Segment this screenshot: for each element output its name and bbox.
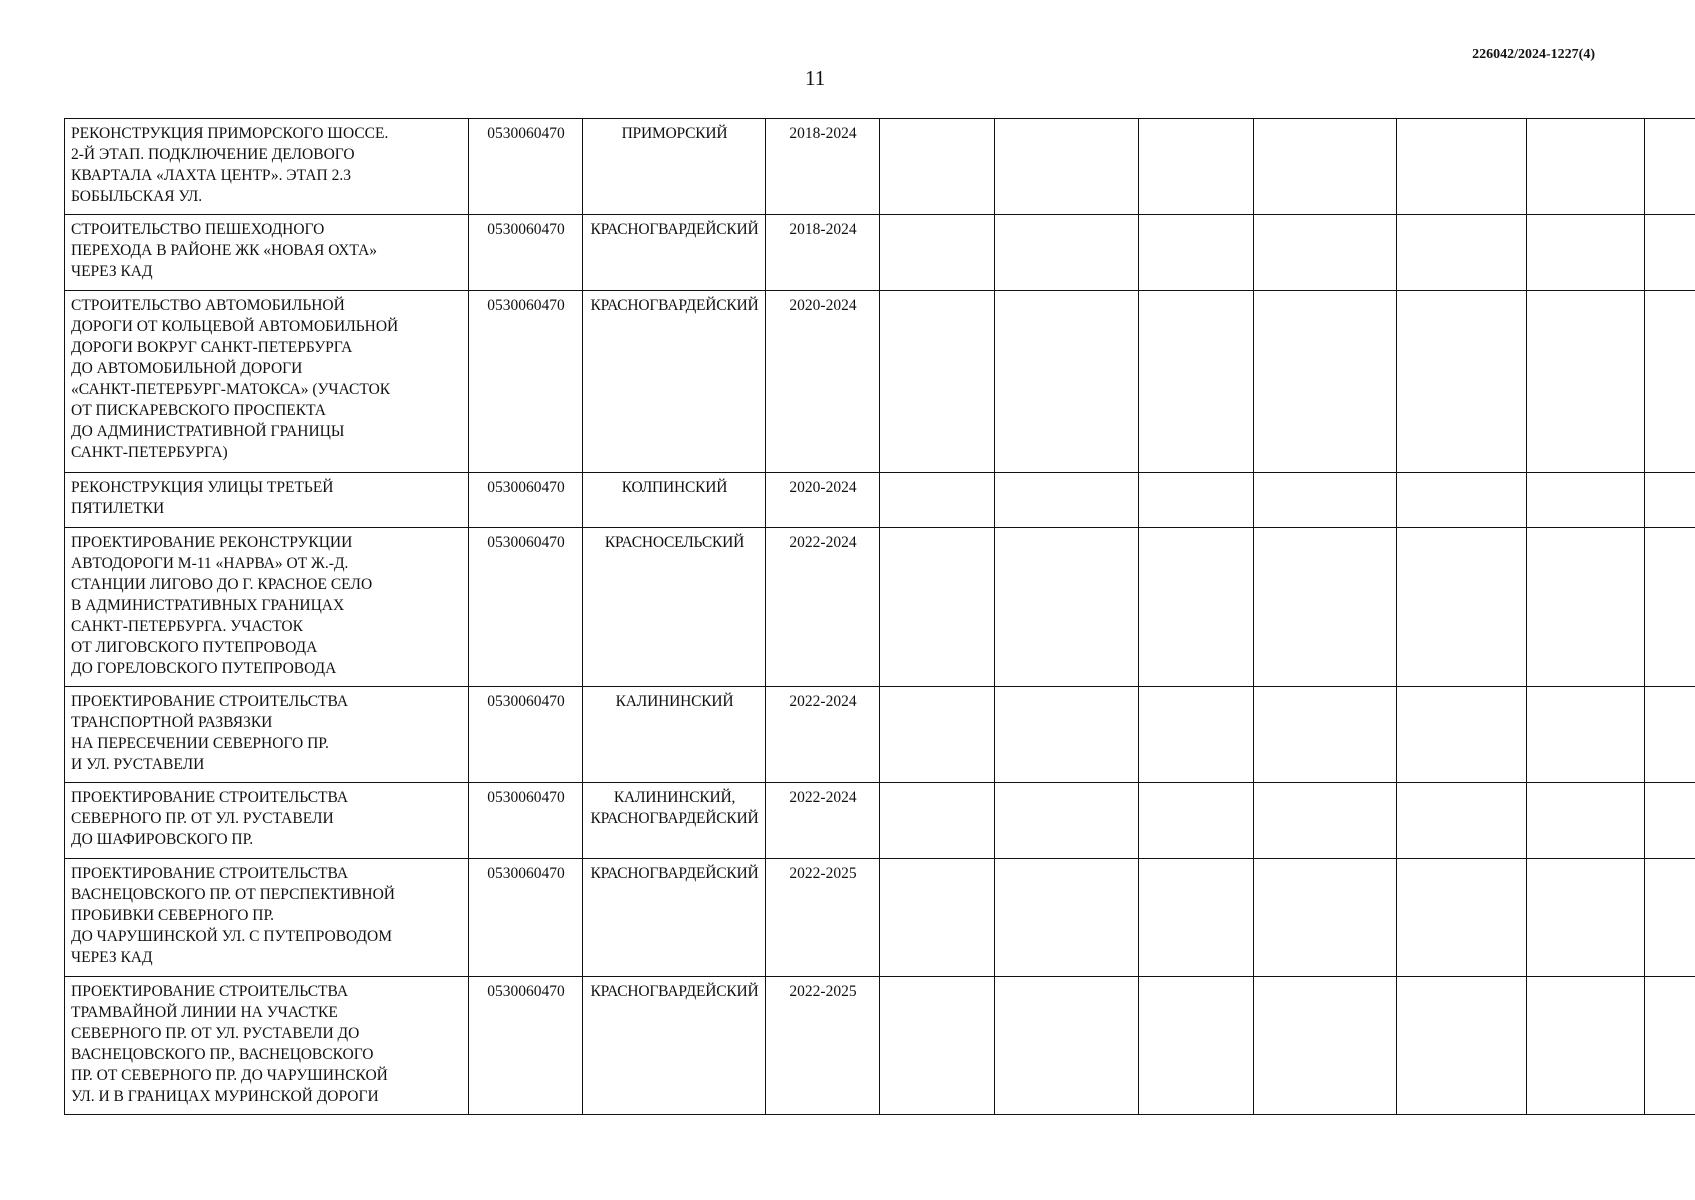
years-cell: 2022-2024	[766, 528, 880, 687]
budget-code-cell: 0530060470	[469, 528, 583, 687]
empty-cell	[995, 528, 1139, 687]
budget-code-cell: 0530060470	[469, 977, 583, 1115]
years-cell: 2022-2024	[766, 687, 880, 783]
project-name-cell: ПРОЕКТИРОВАНИЕ РЕКОНСТРУКЦИИ АВТОДОРОГИ М-11 «НАРВА» ОТ Ж.-Д. СТАНЦИИ ЛИГОВО ДО Г. КРАСНОЕ СЕЛО В АДМИНИСТРАТИВНЫХ ГРАНИЦАХ САНКТ-ПЕТЕРБУРГА. УЧАСТОК ОТ ЛИГОВСКОГО ПУТЕПРОВОДА ДО ГОРЕЛОВСКОГО ПУТЕПРОВОДА	[65, 528, 469, 687]
project-name-cell: ПРОЕКТИРОВАНИЕ СТРОИТЕЛЬСТВА ВАСНЕЦОВСКОГО ПР. ОТ ПЕРСПЕКТИВНОЙ ПРОБИВКИ СЕВЕРНОГО ПР. ДО ЧАРУШИНСКОЙ УЛ. С ПУТЕПРОВОДОМ ЧЕРЕЗ КАД	[65, 859, 469, 977]
empty-cell	[1139, 977, 1254, 1115]
empty-cell	[1527, 783, 1645, 859]
empty-cell	[995, 291, 1139, 473]
table-row	[65, 977, 1695, 1115]
table-row	[65, 528, 1695, 687]
document-id: 226042/2024-1227(4)	[1472, 47, 1595, 62]
empty-cell	[995, 215, 1139, 291]
empty-cell	[1254, 215, 1397, 291]
empty-cell	[1139, 119, 1254, 215]
empty-cell	[1527, 687, 1645, 783]
district-cell: КРАСНОГВАРДЕЙСКИЙ	[583, 859, 766, 977]
empty-cell	[880, 473, 995, 528]
table-row	[65, 119, 1695, 215]
empty-cell	[1254, 977, 1397, 1115]
empty-cell	[880, 977, 995, 1115]
empty-cell	[1254, 291, 1397, 473]
empty-cell	[880, 783, 995, 859]
empty-cell	[1645, 528, 1695, 687]
empty-cell	[1139, 473, 1254, 528]
empty-cell	[1397, 528, 1527, 687]
empty-cell	[1397, 977, 1527, 1115]
budget-code-cell: 0530060470	[469, 473, 583, 528]
empty-cell	[1254, 528, 1397, 687]
empty-cell	[995, 473, 1139, 528]
empty-cell	[1139, 783, 1254, 859]
table-row	[65, 783, 1695, 859]
empty-cell	[1139, 687, 1254, 783]
empty-cell	[880, 119, 995, 215]
empty-cell	[880, 291, 995, 473]
district-cell: КРАСНОГВАРДЕЙСКИЙ	[583, 977, 766, 1115]
empty-cell	[1139, 215, 1254, 291]
empty-cell	[1527, 291, 1645, 473]
empty-cell	[1254, 473, 1397, 528]
district-cell: КАЛИНИНСКИЙ, КРАСНОГВАРДЕЙСКИЙ	[583, 783, 766, 859]
empty-cell	[1254, 687, 1397, 783]
years-cell: 2022-2024	[766, 783, 880, 859]
table-row	[65, 215, 1695, 291]
table-row	[65, 687, 1695, 783]
empty-cell	[1645, 783, 1695, 859]
empty-cell	[1397, 859, 1527, 977]
project-name-cell: СТРОИТЕЛЬСТВО АВТОМОБИЛЬНОЙ ДОРОГИ ОТ КОЛЬЦЕВОЙ АВТОМОБИЛЬНОЙ ДОРОГИ ВОКРУГ САНКТ-ПЕТЕРБУРГА ДО АВТОМОБИЛЬНОЙ ДОРОГИ «САНКТ-ПЕТЕРБУРГ-МАТОКСА» (УЧАСТОК ОТ ПИСКАРЕВСКОГО ПРОСПЕКТА ДО АДМИНИСТРАТИВНОЙ ГРАНИЦЫ САНКТ-ПЕТЕРБУРГА)	[65, 291, 469, 473]
empty-cell	[1645, 291, 1695, 473]
budget-code-cell: 0530060470	[469, 859, 583, 977]
empty-cell	[880, 687, 995, 783]
empty-cell	[1645, 473, 1695, 528]
years-cell: 2022-2025	[766, 977, 880, 1115]
table-row	[65, 859, 1695, 977]
project-name-cell: ПРОЕКТИРОВАНИЕ СТРОИТЕЛЬСТВА ТРАМВАЙНОЙ ЛИНИИ НА УЧАСТКЕ СЕВЕРНОГО ПР. ОТ УЛ. РУСТАВЕЛИ ДО ВАСНЕЦОВСКОГО ПР., ВАСНЕЦОВСКОГО ПР. ОТ СЕВЕРНОГО ПР. ДО ЧАРУШИНСКОЙ УЛ. И В ГРАНИЦАХ МУРИНСКОЙ ДОРОГИ	[65, 977, 469, 1115]
years-cell: 2020-2024	[766, 291, 880, 473]
empty-cell	[995, 783, 1139, 859]
empty-cell	[995, 977, 1139, 1115]
district-cell: ПРИМОРСКИЙ	[583, 119, 766, 215]
years-cell: 2018-2024	[766, 119, 880, 215]
budget-code-cell: 0530060470	[469, 687, 583, 783]
empty-cell	[1645, 859, 1695, 977]
district-cell: КАЛИНИНСКИЙ	[583, 687, 766, 783]
budget-code-cell: 0530060470	[469, 291, 583, 473]
project-name-cell: ПРОЕКТИРОВАНИЕ СТРОИТЕЛЬСТВА ТРАНСПОРТНОЙ РАЗВЯЗКИ НА ПЕРЕСЕЧЕНИИ СЕВЕРНОГО ПР. И УЛ. РУСТАВЕЛИ	[65, 687, 469, 783]
empty-cell	[1397, 291, 1527, 473]
project-name-cell: РЕКОНСТРУКЦИЯ УЛИЦЫ ТРЕТЬЕЙ ПЯТИЛЕТКИ	[65, 473, 469, 528]
table-row	[65, 291, 1695, 473]
program-table	[64, 118, 1695, 1115]
empty-cell	[1527, 528, 1645, 687]
budget-code-cell: 0530060470	[469, 783, 583, 859]
budget-code-cell: 0530060470	[469, 119, 583, 215]
empty-cell	[1254, 783, 1397, 859]
years-cell: 2018-2024	[766, 215, 880, 291]
page-number: 11	[805, 66, 826, 90]
empty-cell	[1645, 215, 1695, 291]
district-cell: КРАСНОГВАРДЕЙСКИЙ	[583, 291, 766, 473]
empty-cell	[880, 215, 995, 291]
empty-cell	[1139, 859, 1254, 977]
empty-cell	[1139, 528, 1254, 687]
empty-cell	[995, 687, 1139, 783]
empty-cell	[1254, 859, 1397, 977]
budget-code-cell: 0530060470	[469, 215, 583, 291]
empty-cell	[1645, 977, 1695, 1115]
empty-cell	[1645, 687, 1695, 783]
district-cell: КРАСНОСЕЛЬСКИЙ	[583, 528, 766, 687]
empty-cell	[1139, 291, 1254, 473]
empty-cell	[995, 119, 1139, 215]
empty-cell	[1645, 119, 1695, 215]
empty-cell	[1527, 473, 1645, 528]
table-row	[65, 473, 1695, 528]
empty-cell	[1397, 783, 1527, 859]
empty-cell	[1397, 473, 1527, 528]
empty-cell	[1397, 119, 1527, 215]
empty-cell	[1254, 119, 1397, 215]
empty-cell	[880, 528, 995, 687]
empty-cell	[1527, 977, 1645, 1115]
empty-cell	[1397, 215, 1527, 291]
project-name-cell: СТРОИТЕЛЬСТВО ПЕШЕХОДНОГО ПЕРЕХОДА В РАЙОНЕ ЖК «НОВАЯ ОХТА» ЧЕРЕЗ КАД	[65, 215, 469, 291]
empty-cell	[1527, 119, 1645, 215]
empty-cell	[1527, 859, 1645, 977]
project-name-cell: РЕКОНСТРУКЦИЯ ПРИМОРСКОГО ШОССЕ. 2-Й ЭТАП. ПОДКЛЮЧЕНИЕ ДЕЛОВОГО КВАРТАЛА «ЛАХТА ЦЕНТР». ЭТАП 2.3 БОБЫЛЬСКАЯ УЛ.	[65, 119, 469, 215]
district-cell: КОЛПИНСКИЙ	[583, 473, 766, 528]
empty-cell	[995, 859, 1139, 977]
empty-cell	[1397, 687, 1527, 783]
empty-cell	[1527, 215, 1645, 291]
district-cell: КРАСНОГВАРДЕЙСКИЙ	[583, 215, 766, 291]
empty-cell	[880, 859, 995, 977]
years-cell: 2022-2025	[766, 859, 880, 977]
years-cell: 2020-2024	[766, 473, 880, 528]
project-name-cell: ПРОЕКТИРОВАНИЕ СТРОИТЕЛЬСТВА СЕВЕРНОГО ПР. ОТ УЛ. РУСТАВЕЛИ ДО ШАФИРОВСКОГО ПР.	[65, 783, 469, 859]
